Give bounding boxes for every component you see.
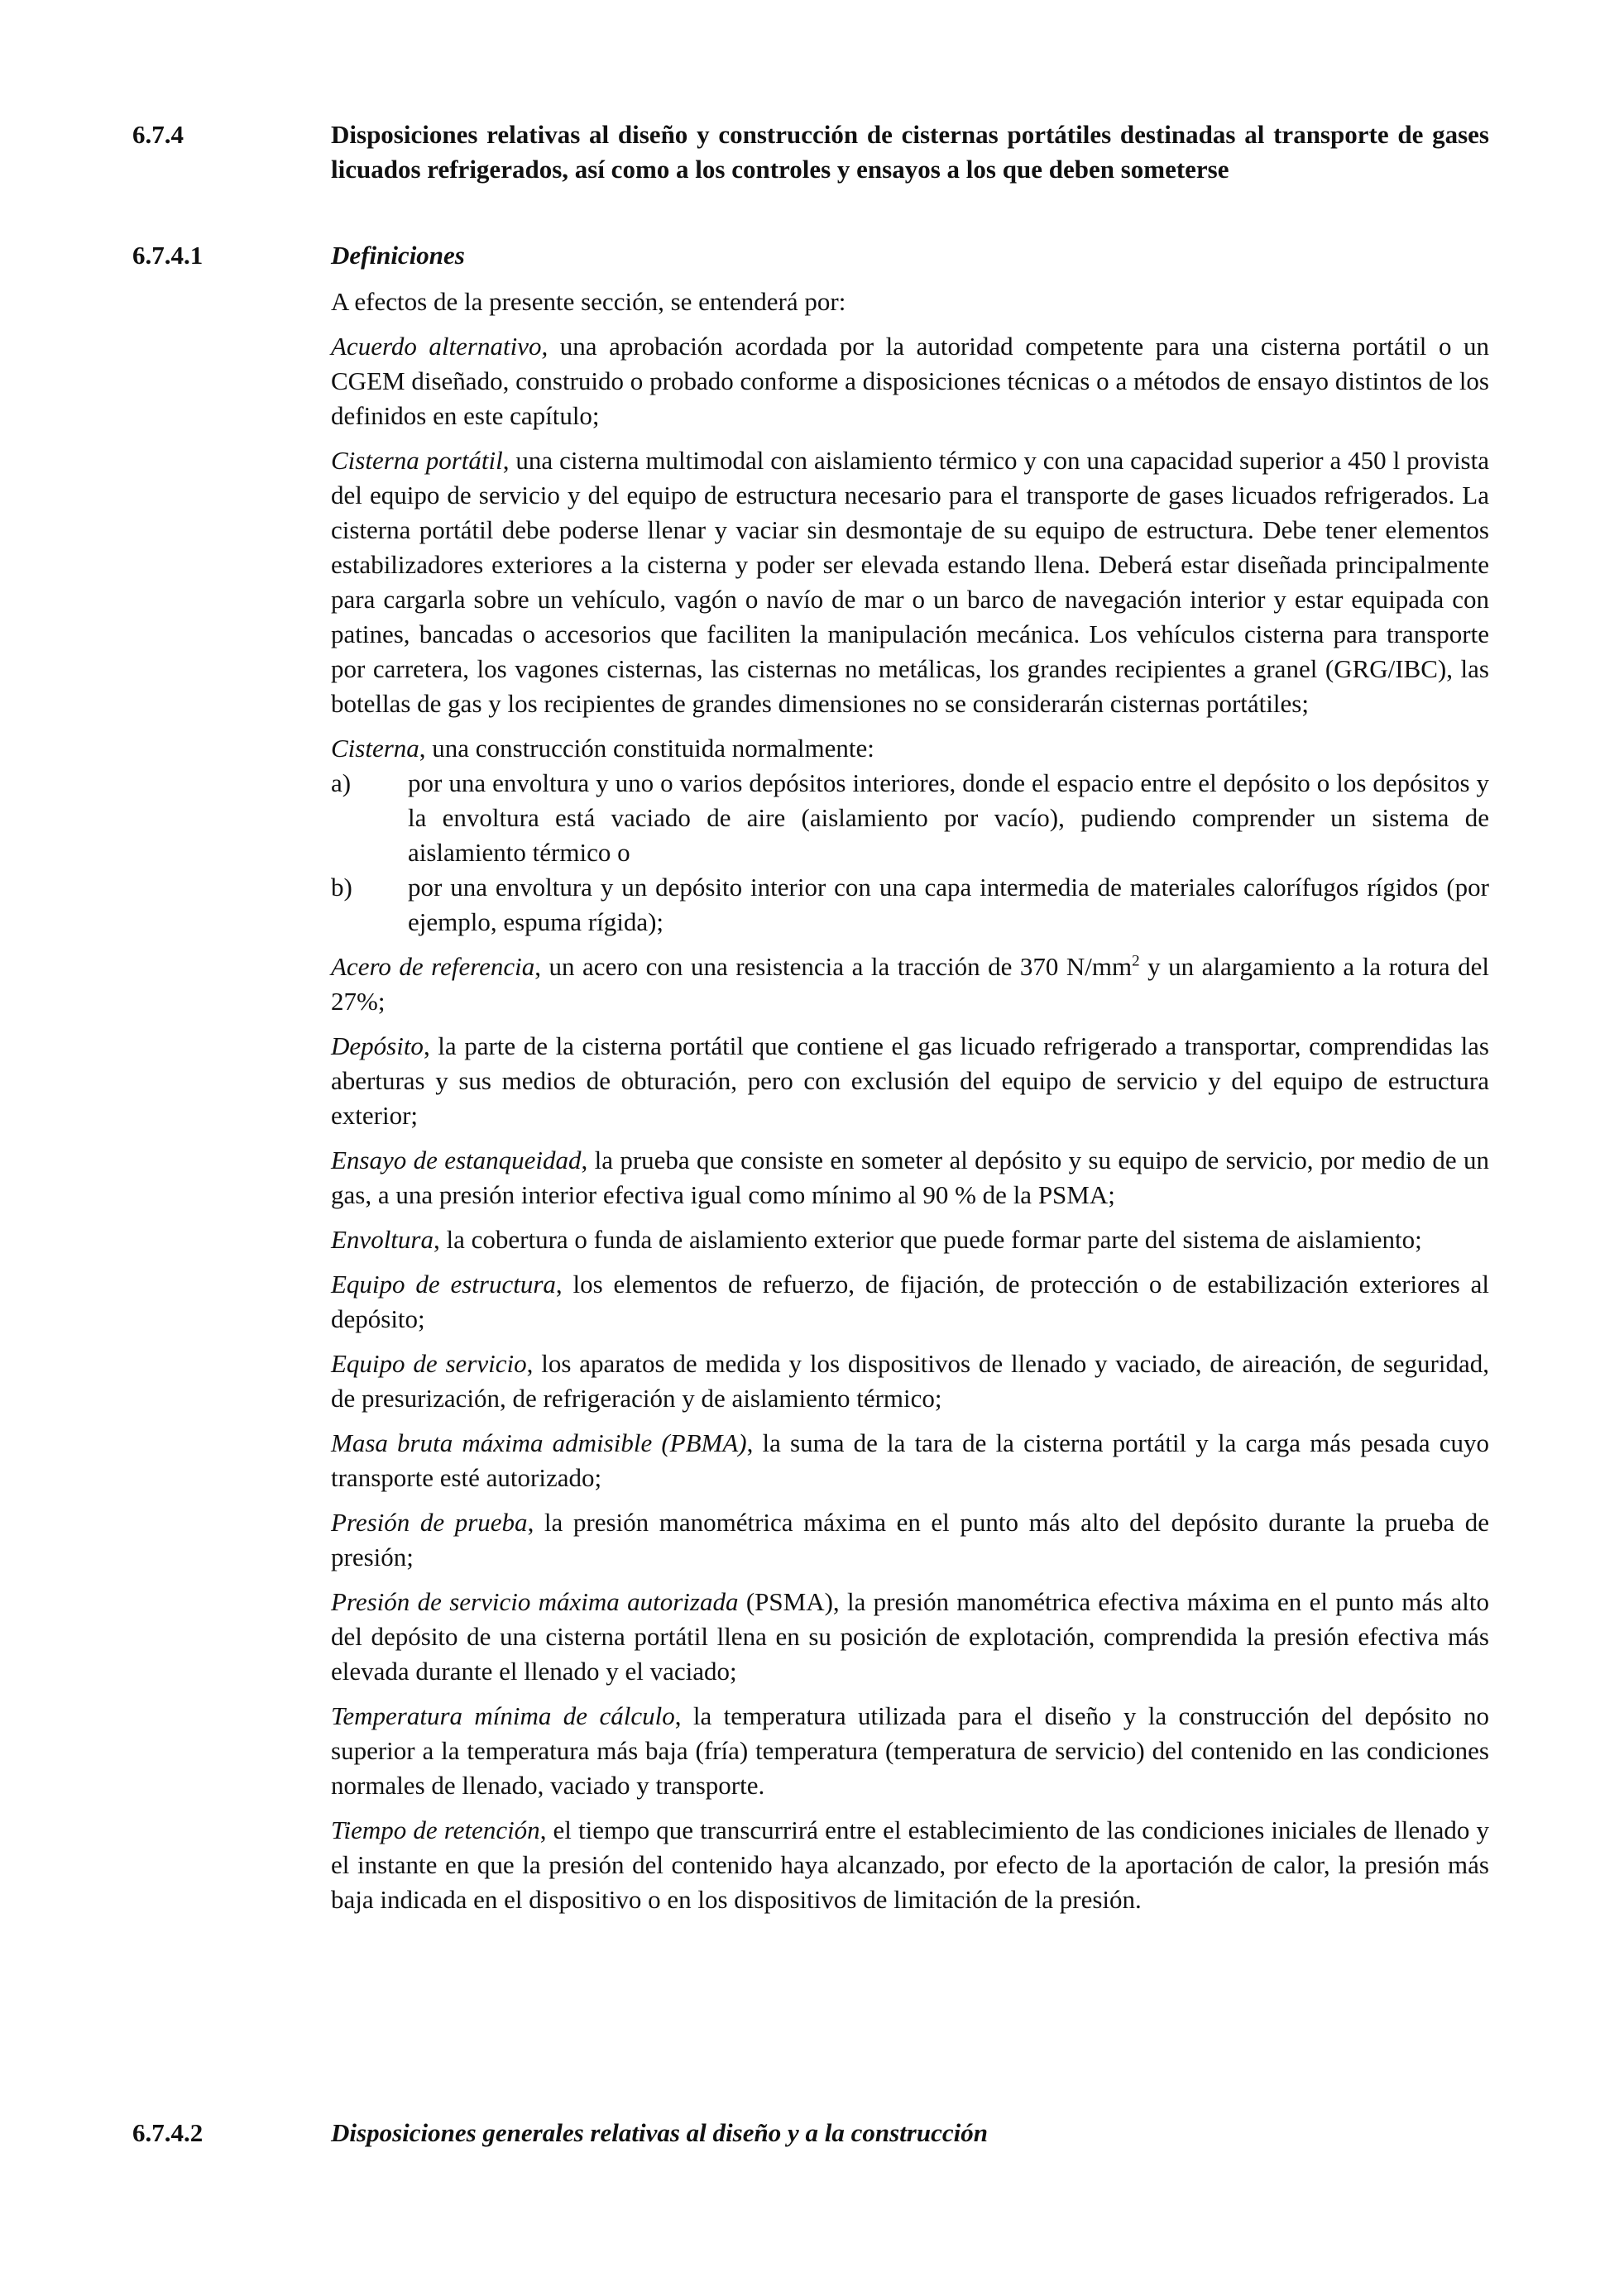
definition-text: , la prueba que consiste en someter al depósito y su equipo de servicio, por medio de un gas, a una presión interior efectiva igual como mínimo al 90 % de la PSMA; — [331, 1146, 1489, 1209]
definition-acuerdo-alternativo — [331, 329, 1489, 433]
definition-deposito — [331, 1029, 1489, 1133]
section-number: 6.7.4 — [132, 120, 184, 149]
section-title: Disposiciones relativas al diseño y construcción de cisternas portátiles destinadas al transporte de gases licuados refrigerados, así como a los controles y ensayos a los que deben someterse — [331, 120, 1489, 184]
definition-term: Cisterna — [331, 734, 419, 763]
definition-text: , un acero con una resistencia a la tracción de 370 N/mm — [534, 952, 1133, 981]
definition-term: Tiempo de retención — [331, 1815, 540, 1844]
definition-cisterna-portatil — [331, 443, 1489, 721]
definition-equipo-de-estructura — [331, 1267, 1489, 1337]
superscript: 2 — [1132, 952, 1140, 970]
definition-text: , una construcción constituida normalmente: — [419, 734, 874, 763]
section-heading-6-7-4-2 — [132, 2116, 1489, 2150]
definition-text-continued: y un alargamiento a la rotura del 27%; — [331, 952, 1490, 1016]
definition-text: , el tiempo que transcurrirá entre el establecimiento de las condiciones iniciales de llenado y el instante en que la presión del contenido haya alcanzado, por efecto de la aportación de calor, la presión más baja indicada en el dispositivo o en los dispositivos de limitación de la presión. — [331, 1815, 1489, 1914]
definition-cisterna — [331, 731, 1489, 940]
definition-text: , la presión manométrica máxima en el punto más alto del depósito durante la prueba de presión; — [331, 1508, 1489, 1571]
list-item — [331, 766, 1489, 870]
definition-text: , una cisterna multimodal con aislamiento térmico y con una capacidad superior a 450 l provista del equipo de servicio y del equipo de estructura necesario para el transporte de gases licuados refrigerados. La cisterna portátil debe poderse llenar y vaciar sin desmontaje de su equipo de estructura. Debe tener elementos estabilizadores exteriores a la cisterna y poder ser elevada estando llena. Deberá estar diseñada principalmente para cargarla sobre un vehículo, vagón o navío de mar o un barco de navegación interior y estar equipada con patines, bancadas o accesorios que faciliten la manipulación mecánica. Los vehículos cisterna para transporte por carretera, los vagones cisternas, las cisternas no metálicas, los grandes recipientes a granel (GRG/IBC), las botellas de gas y los recipientes de grandes dimensiones no se considerarán cisternas portátiles; — [331, 446, 1489, 718]
list-item-text: por una envoltura y un depósito interior con una capa intermedia de materiales calorífugos rígidos (por ejemplo, espuma rígida); — [408, 873, 1489, 936]
definition-text: (PSMA), la presión manométrica efectiva máxima en el punto más alto del depósito de una cisterna portátil llena en su posición de explotación, comprendida la presión efectiva más elevada durante el llenado y el vaciado; — [331, 1587, 1489, 1686]
definition-masa-bruta — [331, 1426, 1489, 1495]
list-item — [331, 870, 1489, 940]
section-number: 6.7.4.2 — [132, 2118, 204, 2147]
definition-equipo-de-servicio — [331, 1347, 1489, 1416]
definition-term: Ensayo de estanqueidad — [331, 1146, 582, 1174]
definition-envoltura — [331, 1222, 1489, 1257]
definition-text: , la cobertura o funda de aislamiento exterior que puede formar parte del sistema de aislamiento; — [434, 1225, 1422, 1254]
section-title: Disposiciones generales relativas al diseño y a la construcción — [331, 2118, 988, 2147]
definition-cisterna-lead — [331, 731, 1489, 766]
definition-term: Temperatura mínima de cálculo — [331, 1701, 675, 1730]
section-heading-6-7-4 — [132, 117, 1489, 222]
definition-text: , los aparatos de medida y los dispositivos de llenado y vaciado, de aireación, de seguridad, de presurización, de refrigeración y de aislamiento térmico; — [331, 1349, 1489, 1413]
definition-text: , la suma de la tara de la cisterna portátil y la carga más pesada cuyo transporte esté autorizado; — [331, 1428, 1489, 1492]
definition-text: , los elementos de refuerzo, de fijación, de protección o de estabilización exteriores al depósito; — [331, 1270, 1489, 1333]
definition-acero-de-referencia — [331, 949, 1489, 1019]
definition-term: Equipo de estructura — [331, 1270, 556, 1299]
definition-tiempo-de-retencion — [331, 1813, 1489, 1917]
list-item-text: por una envoltura y uno o varios depósitos interiores, donde el espacio entre el depósito o los depósitos y la envoltura está vaciado de aire (aislamiento por vacío), pudiendo comprender un sistema de aislamiento térmico o — [408, 768, 1489, 867]
definition-term: Cisterna portátil — [331, 446, 503, 475]
section-number: 6.7.4.1 — [132, 241, 204, 270]
definition-term: Equipo de servicio — [331, 1349, 527, 1378]
definition-term: Acuerdo alternativo, — [331, 332, 549, 361]
section-title: Definiciones — [331, 241, 465, 270]
definition-psma — [331, 1585, 1489, 1689]
definition-ensayo-de-estanqueidad — [331, 1143, 1489, 1213]
definition-term: Presión de prueba — [331, 1508, 528, 1537]
list-marker: a) — [331, 768, 352, 797]
definition-term: Masa bruta máxima admisible (PBMA) — [331, 1428, 747, 1457]
definition-presion-de-prueba — [331, 1505, 1489, 1575]
definition-text: una aprobación acordada por la autoridad competente para una cisterna portátil o un CGEM diseñado, construido o probado conforme a disposiciones técnicas o a métodos de ensayo distintos de los definidos en este capítulo; — [331, 332, 1489, 430]
definition-term: Acero de referencia — [331, 952, 535, 981]
definition-text: , la temperatura utilizada para el diseño y la construcción del depósito no superior a la temperatura más baja (fría) temperatura (temperatura de servicio) del contenido en las condiciones normales de llenado, vaciado y transporte. — [331, 1701, 1489, 1800]
definition-term: Envoltura — [331, 1225, 434, 1254]
section-heading-6-7-4-1 — [132, 238, 1489, 273]
list-marker: b) — [331, 873, 352, 902]
definitions-body — [331, 285, 1489, 1927]
definition-temperatura-minima — [331, 1699, 1489, 1803]
definition-term: Depósito — [331, 1031, 424, 1060]
definition-text: , la parte de la cisterna portátil que contiene el gas licuado refrigerado a transportar, comprendidas las aberturas y sus medios de obturación, pero con exclusión del equipo de servicio y del equipo de estructura exterior; — [331, 1031, 1489, 1130]
definition-term: Presión de servicio máxima autorizada — [331, 1587, 739, 1616]
intro-paragraph: A efectos de la presente sección, se entenderá por: — [331, 287, 846, 316]
